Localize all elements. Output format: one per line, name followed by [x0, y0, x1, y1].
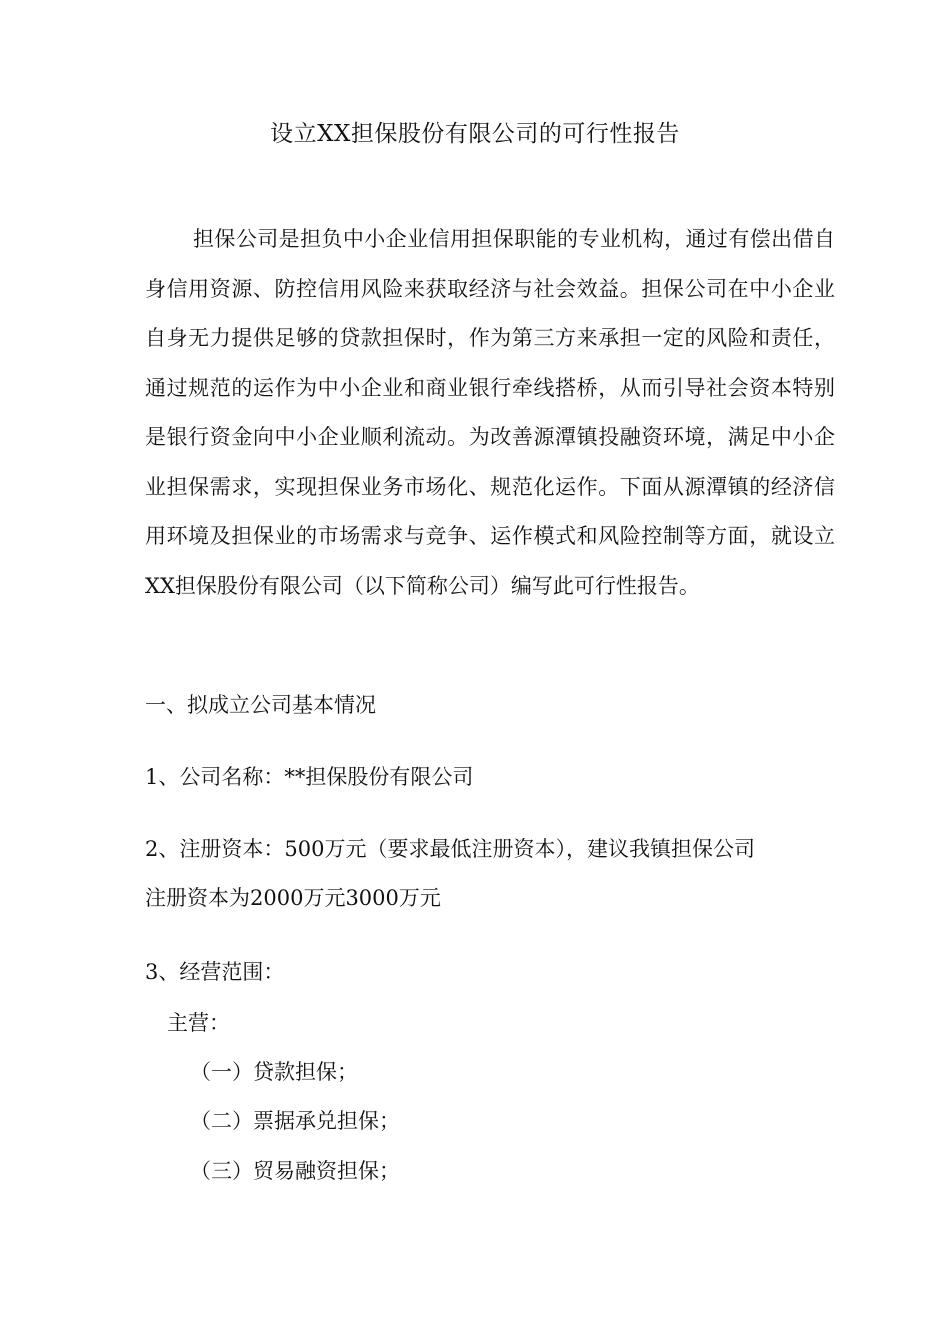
intro-paragraph: 担保公司是担负中小企业信用担保职能的专业机构，通过有偿出借自身信用资源、防控信用风险来获取经济与社会效益。担保公司在中小企业自身无力提供足够的贷款担保时，作为第三方来承担一定的风险和责任，通过规范的运作为中小企业和商业银行牵线搭桥，从而引导社会资本特别是银行资金向中小企业顺利流动。为改善源潭镇投融资环境，满足中小企业担保需求，实现担保业务市场化、规范化运作。下面从源潭镇的经济信用环境及担保业的市场需求与竞争、运作模式和风险控制等方面，就设立XX担保股份有限公司（以下简称公司）编写此可行性报告。 [145, 227, 835, 598]
item-business-scope: 3、经营范围： [145, 960, 285, 984]
main-business-label: 主营： [167, 1011, 230, 1035]
business-item: （一）贷款担保； [190, 1060, 358, 1084]
item-company-name: 1、公司名称：**担保股份有限公司 [145, 765, 474, 789]
item-registered-capital-cont: 注册资本为2000万元3000万元 [145, 886, 441, 910]
business-item: （二）票据承兑担保； [190, 1109, 400, 1133]
document-title: 设立XX担保股份有限公司的可行性报告 [270, 121, 680, 147]
section-heading-basic-info: 一、拟成立公司基本情况 [145, 693, 376, 717]
business-item: （三）贸易融资担保； [190, 1159, 400, 1183]
item-registered-capital: 2、注册资本：500万元（要求最低注册资本），建议我镇担保公司 [145, 837, 755, 861]
